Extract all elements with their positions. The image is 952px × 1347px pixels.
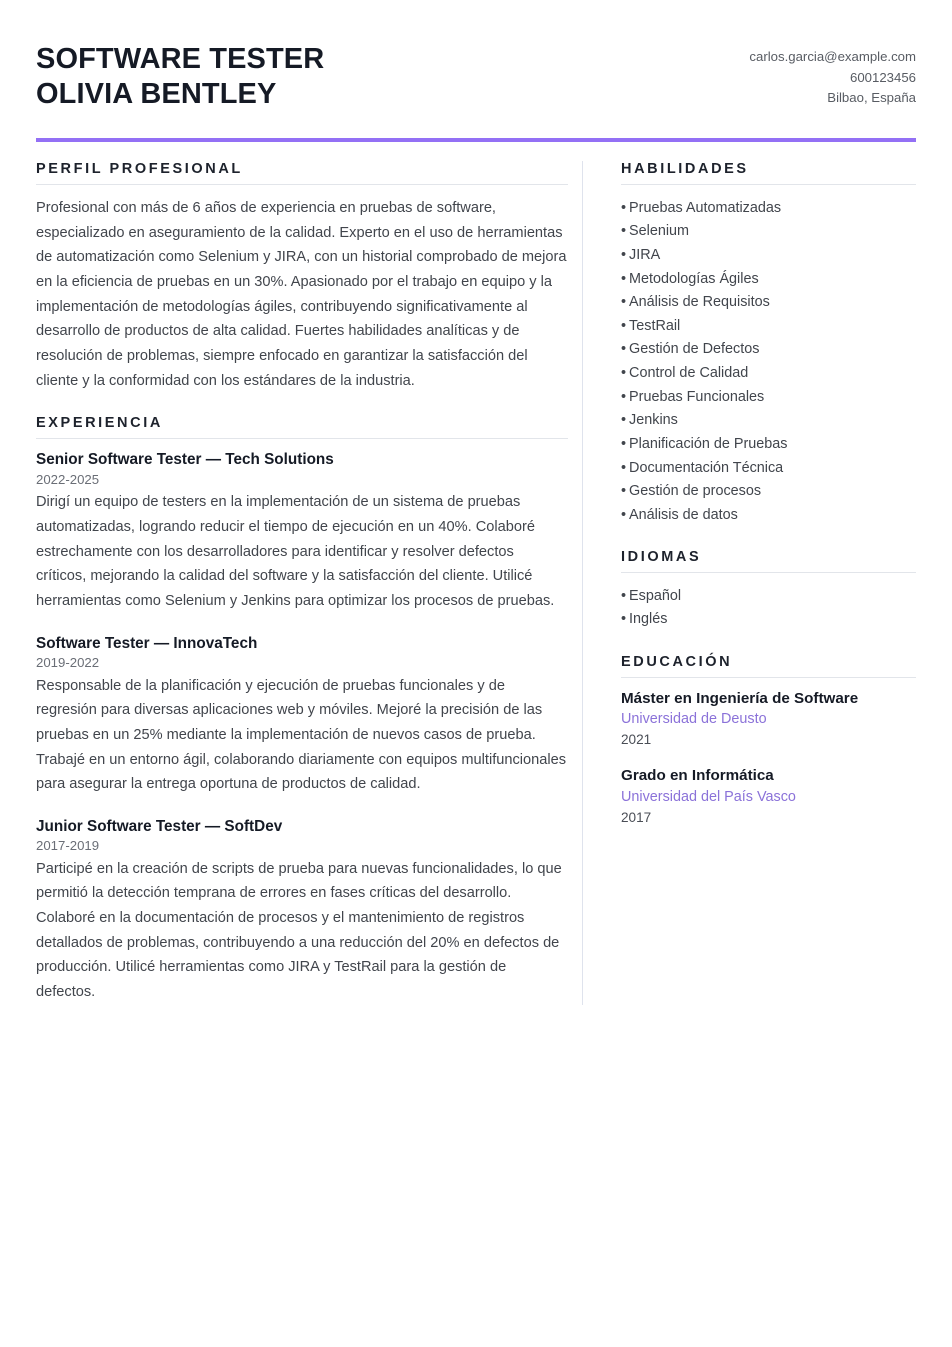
list-item: [621, 480, 916, 504]
bullet-icon: •: [621, 246, 627, 263]
list-item: [621, 243, 916, 267]
list-item: [621, 314, 916, 338]
skill-label: Análisis de datos: [629, 507, 738, 524]
list-item: [621, 362, 916, 386]
sidebar-column: [621, 161, 916, 827]
section-heading-languages: IDIOMAS: [621, 549, 702, 566]
section-heading-education: EDUCACIÓN: [621, 653, 733, 670]
skill-label: Metodologías Ágiles: [629, 270, 759, 287]
job-dates: 2019-2022: [36, 654, 100, 670]
header-accent-rule: [36, 138, 916, 142]
section-education: [621, 654, 916, 828]
list-item: [621, 385, 916, 409]
job-description: Dirigí un equipo de testers en la implementación de un sistema de pruebas automatizadas, logrando reducir el tiempo de ejecución en un 40%. Colaboré estrechamente con los desarrolladores para identificar y resolver defectos críticos, mejorando la calidad del software y la satisfacción del cliente. Utilicé herramientas como Selenium y Jenkins para optimizar los procesos de pruebas.: [36, 494, 555, 609]
main-column: [36, 161, 582, 1005]
education-year: 2021: [621, 731, 652, 747]
list-item: [621, 267, 916, 291]
list-item: [621, 409, 916, 433]
section-experience: [36, 415, 568, 1004]
list-item: [621, 220, 916, 244]
resume-columns: [36, 161, 916, 1005]
job-dates: 2017-2019: [36, 838, 100, 853]
skill-label: Control de Calidad: [629, 365, 749, 382]
profile-text: Profesional con más de 6 años de experiencia en pruebas de software, especializado en aseguramiento de la calidad. Experto en el uso de herramientas de automatización como Selenium y JIRA, con un historial comprobado de mejora en la eficiencia de pruebas en un 30%. Apasionado por el trabajo en equipo y la implementación de metodologías ágiles, contribuyendo significativamente al desarrollo de productos de alta calidad. Fuertes habilidades analíticas y de resolución de problemas, siempre enfocado en garantizar la satisfacción del cliente y la conformidad con los estándares de la industria.: [36, 200, 567, 389]
language-label: Español: [629, 587, 682, 604]
list-item: [621, 338, 916, 362]
section-heading-profile: PERFIL PROFESIONAL: [36, 161, 243, 178]
education-year: 2017: [621, 809, 652, 825]
skill-label: JIRA: [629, 246, 661, 263]
section-profile: [36, 161, 568, 393]
skill-label: Pruebas Automatizadas: [629, 199, 782, 216]
experience-item: [36, 634, 568, 797]
section-divider: [621, 184, 916, 185]
bullet-icon: •: [621, 341, 627, 358]
section-divider: [36, 184, 568, 185]
job-title: Software Tester — InnovaTech: [36, 634, 258, 652]
section-heading-experience: EXPERIENCIA: [36, 415, 163, 432]
bullet-icon: •: [621, 365, 627, 382]
skill-label: Documentación Técnica: [629, 459, 784, 476]
section-divider: [36, 438, 568, 439]
skill-label: Análisis de Requisitos: [629, 294, 770, 311]
resume-header: [36, 36, 916, 112]
section-heading-skills: HABILIDADES: [621, 161, 749, 178]
section-divider: [621, 572, 916, 573]
education-item: [621, 766, 916, 827]
experience-item: [36, 817, 568, 1005]
job-dates: 2022-2025: [36, 471, 100, 487]
bullet-icon: •: [621, 270, 627, 287]
bullet-icon: •: [621, 199, 627, 216]
bullet-icon: •: [621, 507, 627, 524]
skill-label: Pruebas Funcionales: [629, 388, 765, 405]
skill-label: Gestión de Defectos: [629, 341, 760, 358]
skill-label: TestRail: [629, 317, 681, 334]
bullet-icon: •: [621, 294, 627, 311]
education-degree: Máster en Ingeniería de Software: [621, 689, 859, 707]
bullet-icon: •: [621, 483, 627, 500]
contact-email[interactable]: carlos.garcia@example.com: [749, 49, 916, 64]
education-item: [621, 689, 916, 750]
section-divider: [621, 677, 916, 678]
education-school[interactable]: Universidad de Deusto: [621, 711, 767, 728]
bullet-icon: •: [621, 223, 627, 240]
bullet-icon: •: [621, 317, 627, 334]
languages-list: [621, 584, 916, 631]
list-item: [621, 291, 916, 315]
job-title: Senior Software Tester — Tech Solutions: [36, 451, 334, 469]
bullet-icon: •: [621, 388, 627, 405]
bullet-icon: •: [621, 459, 627, 476]
title-line-role: SOFTWARE TESTER: [36, 43, 325, 75]
page-title: [36, 42, 324, 112]
skills-list: [621, 196, 916, 527]
list-item: [621, 608, 916, 632]
bullet-icon: •: [621, 412, 627, 429]
job-description: Responsable de la planificación y ejecución de pruebas funcionales y de regresión para diversas aplicaciones web y móviles. Mejoré la precisión de las pruebas en un 25% mediante la implementación de nuevos casos de prueba. Trabajé en un entorno ágil, colaborando diariamente con equipos multifuncionales para asegurar la entrega oportuna de productos de calidad.: [36, 677, 567, 793]
job-description: Participé en la creación de scripts de prueba para nuevas funcionalidades, lo que permitió la detección temprana de errores en fases críticas del desarrollo. Colaboré en la documentación de procesos y el mantenimiento de registros detallados de problemas, contribuyendo a una reducción del 20% en defectos de producción. Utilicé herramientas como JIRA y TestRail para la gestión de defectos.: [36, 860, 562, 1001]
skill-label: Jenkins: [629, 412, 678, 429]
education-degree: Grado en Informática: [621, 767, 774, 785]
contact-phone[interactable]: 600123456: [849, 69, 916, 85]
column-divider: [582, 161, 583, 1005]
education-school[interactable]: Universidad del País Vasco: [621, 789, 796, 806]
list-item: [621, 504, 916, 528]
bullet-icon: •: [621, 587, 627, 604]
contact-location: Bilbao, España: [827, 90, 916, 106]
section-skills: [621, 161, 916, 527]
section-languages: [621, 549, 916, 631]
list-item: [621, 433, 916, 457]
bullet-icon: •: [621, 611, 627, 628]
skill-label: Selenium: [629, 223, 690, 240]
skill-label: Planificación de Pruebas: [629, 436, 788, 453]
list-item: [621, 196, 916, 220]
language-label: Inglés: [629, 611, 668, 628]
experience-item: [36, 450, 568, 613]
bullet-icon: •: [621, 436, 627, 453]
list-item: [621, 456, 916, 480]
contact-info: [749, 42, 916, 109]
skill-label: Gestión de procesos: [629, 483, 762, 500]
job-title: Junior Software Tester — SoftDev: [36, 817, 283, 835]
title-line-name: OLIVIA BENTLEY: [36, 78, 277, 111]
list-item: [621, 584, 916, 608]
